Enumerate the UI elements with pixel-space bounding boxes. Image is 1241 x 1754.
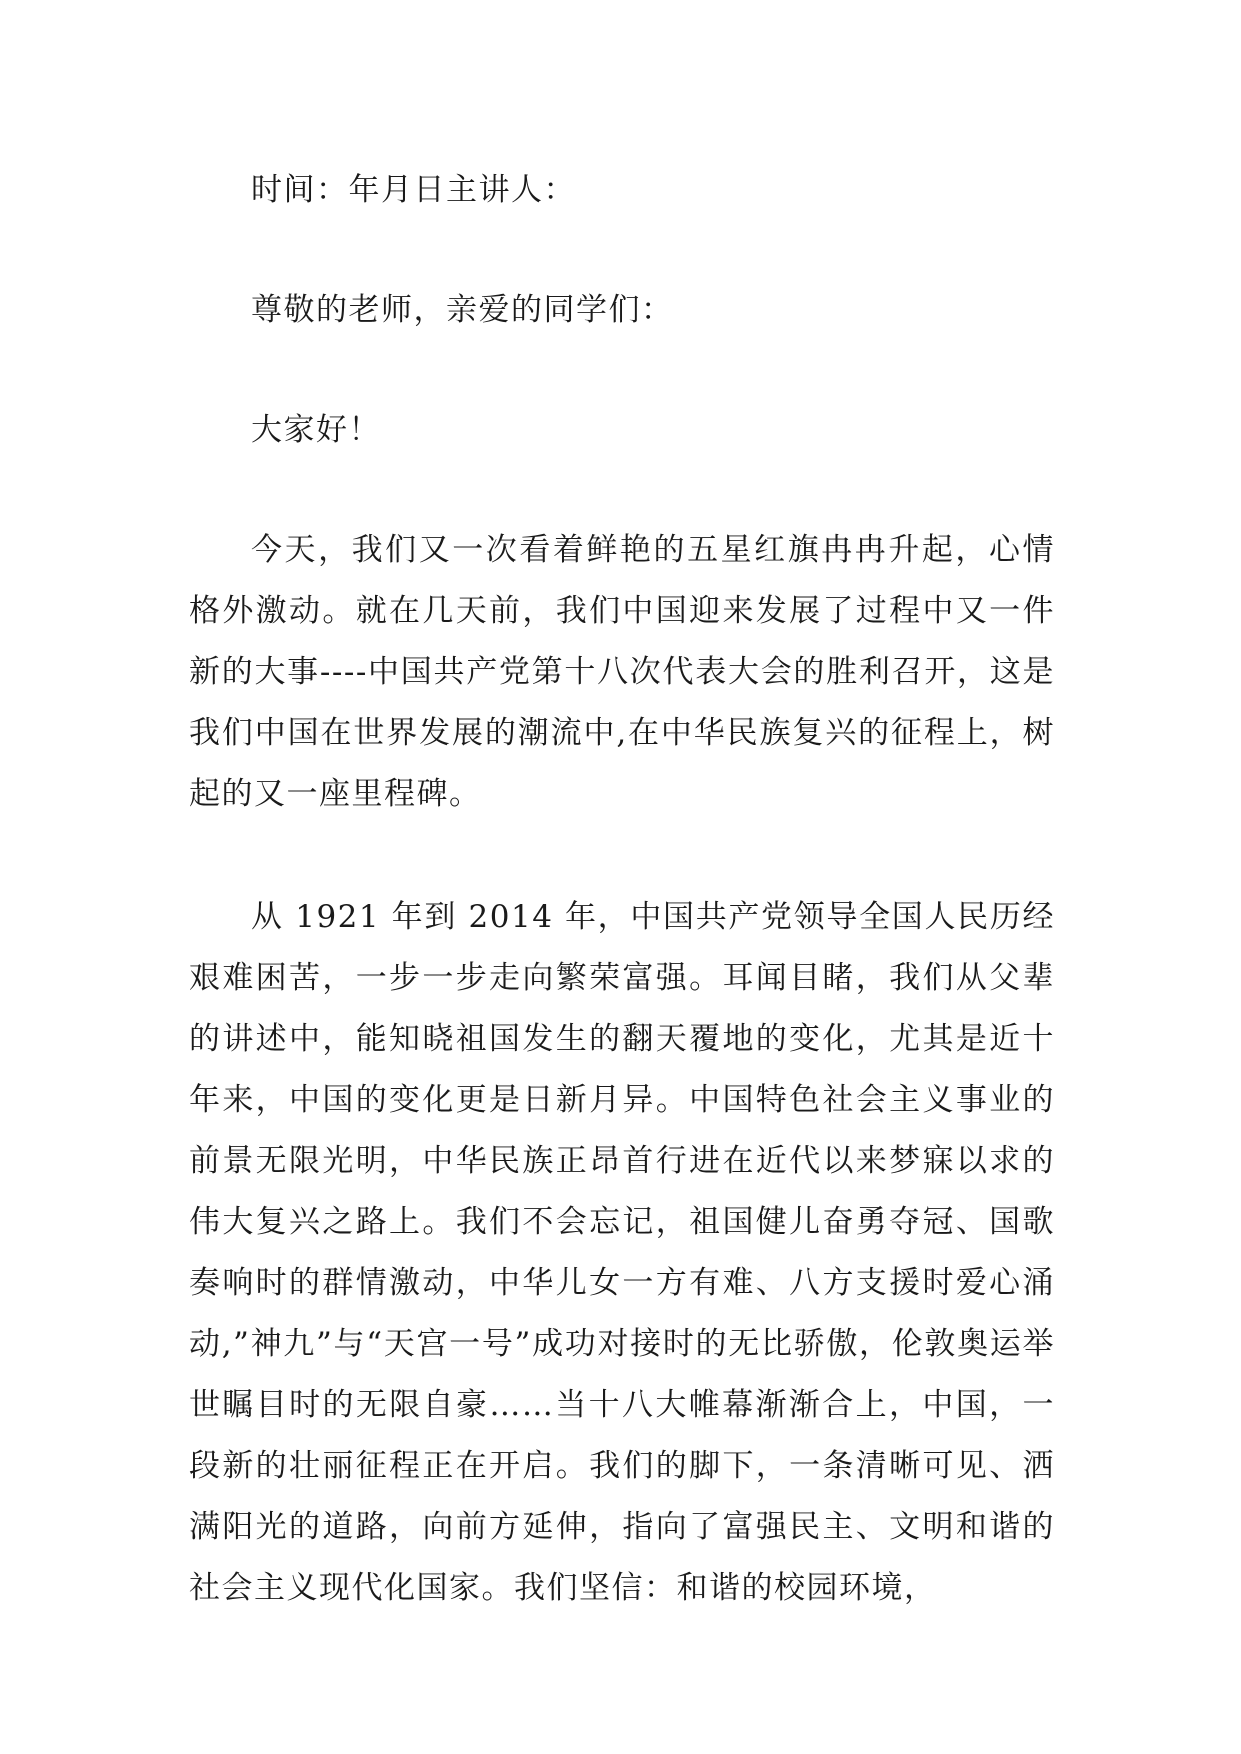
body-paragraph-1: 今天，我们又一次看着鲜艳的五星红旗冉冉升起，心情格外激动。就在几天前，我们中国迎来发展了过程中又一件新的大事----中国共产党第十八次代表大会的胜利召开，这是我们中国在世界发展的潮流中,在中华民族复兴的征程上，树起的又一座里程碑。 — [189, 532, 1055, 812]
time-speaker-line: 时间：年月日主讲人： — [251, 172, 576, 208]
greeting: 大家好！ — [251, 412, 381, 448]
body-paragraph-2: 从 1921 年到 2014 年，中国共产党领导全国人民历经艰难困苦，一步一步走向繁荣富强。耳闻目睹，我们从父辈的讲述中，能知晓祖国发生的翻天覆地的变化，尤其是近十年来，中国的变化更是日新月异。中国特色社会主义事业的前景无限光明，中华民族正昂首行进在近代以来梦寐以求的伟大复兴之路上。我们不会忘记，祖国健儿奋勇夺冠、国歌奏响时的群情激动，中华儿女一方有难、八方支援时爱心涌动,”神九”与“天宫一号”成功对接时的无比骄傲，伦敦奥运举世瞩目时的无限自豪……当十八大帷幕渐渐合上，中国，一段新的壮丽征程正在开启。我们的脚下，一条清晰可见、洒满阳光的道路，向前方延伸，指向了富强民主、文明和谐的社会主义现代化国家。我们坚信：和谐的校园环境， — [189, 899, 1055, 1606]
document-body — [189, 160, 1055, 1619]
salutation: 尊敬的老师，亲爱的同学们： — [251, 292, 674, 328]
